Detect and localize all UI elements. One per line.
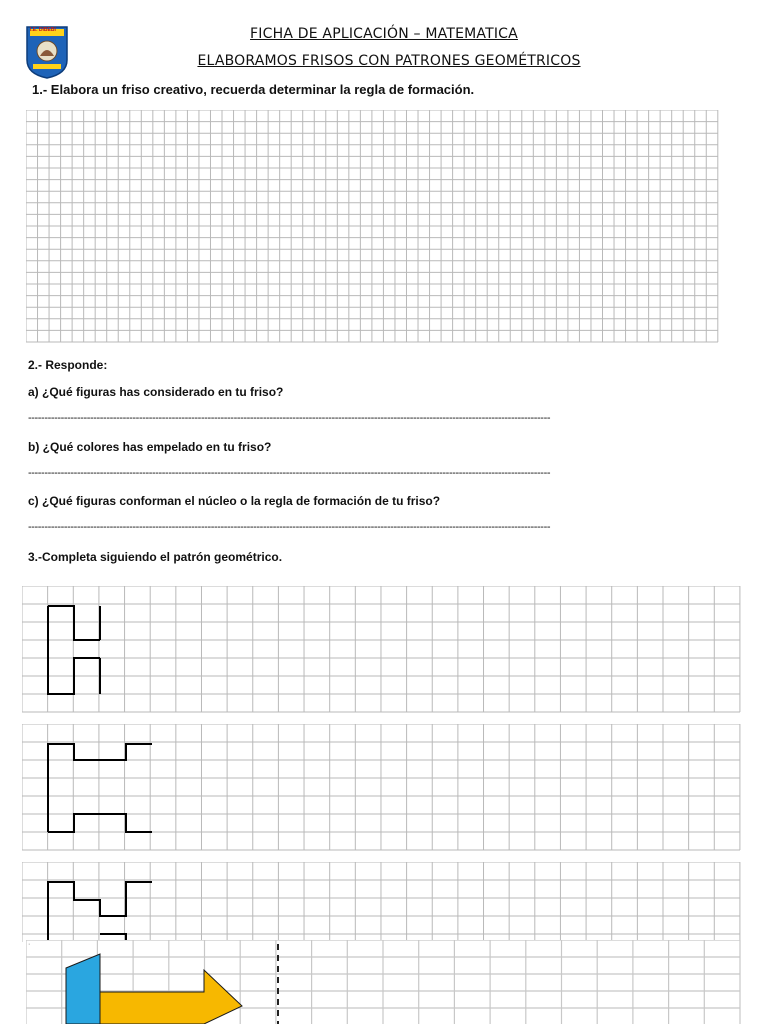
page-title: FICHA DE APLICACIÓN – MATEMATICA bbox=[250, 26, 518, 42]
answer-line-c[interactable]: ---------------------------------------------------------------------------------------------------------------------------------------------------------------- bbox=[28, 521, 551, 533]
instruction-1: 1.- Elabora un friso creativo, recuerda determinar la regla de formación. bbox=[32, 82, 475, 97]
section3-heading: 3.-Completa siguiendo el patrón geométrico. bbox=[28, 550, 283, 564]
pattern-grid-3 bbox=[22, 862, 742, 942]
pattern-figure-2 bbox=[48, 744, 152, 832]
pattern-figure-3 bbox=[48, 882, 152, 942]
pattern-grid-2 bbox=[22, 724, 742, 852]
pattern-figure-1 bbox=[48, 606, 100, 694]
blue-parallelogram-shape bbox=[66, 954, 100, 1024]
grid-lines bbox=[22, 586, 740, 712]
grid-lines bbox=[26, 110, 718, 342]
pattern-grid-1 bbox=[22, 586, 742, 714]
drawing-grid bbox=[26, 110, 720, 344]
page-subtitle: ELABORAMOS FRISOS CON PATRONES GEOMÉTRICOS bbox=[197, 53, 581, 69]
answer-line-a[interactable]: ---------------------------------------------------------------------------------------------------------------------------------------------------------------- bbox=[28, 412, 551, 424]
logo-text: I.E. DIBEBI bbox=[30, 27, 56, 33]
question-c: c) ¿Qué figuras conforman el núcleo o la regla de formación de tu friso? bbox=[28, 494, 441, 508]
question-a: a) ¿Qué figuras has considerado en tu friso? bbox=[28, 385, 284, 399]
question-b: b) ¿Qué colores has empelado en tu friso? bbox=[28, 440, 272, 454]
yellow-arrow-shape bbox=[100, 970, 242, 1024]
svg-text:·: · bbox=[28, 941, 31, 948]
answer-line-b[interactable]: ---------------------------------------------------------------------------------------------------------------------------------------------------------------- bbox=[28, 467, 551, 479]
section2-heading: 2.- Responde: bbox=[28, 358, 108, 372]
arrow-frieze-figures bbox=[26, 940, 742, 1024]
grid-lines bbox=[22, 862, 740, 942]
